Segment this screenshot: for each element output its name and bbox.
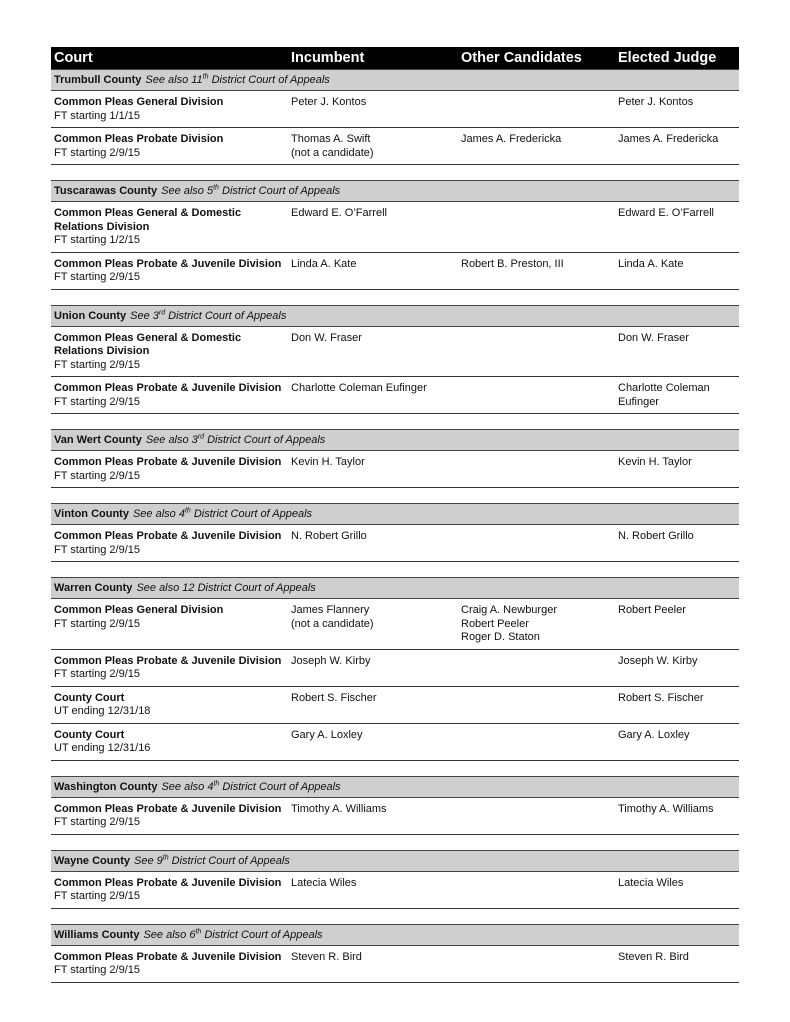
court-cell [54,207,241,248]
court-cell [54,951,281,978]
section-gap [51,414,739,429]
court-cell [54,456,281,483]
table-header [51,47,739,69]
incumbent-cell [291,530,367,544]
table-row [51,451,739,488]
court-name: Common Pleas Probate & Juvenile Division [54,382,282,394]
elections-table [51,47,739,983]
header-incumbent: Incumbent [291,50,365,66]
incumbent-name: Joseph W. Kirby [291,654,371,667]
court-cell [54,530,281,557]
ordinal-suffix: th [202,73,209,81]
elected-judge-cell [618,456,692,470]
court-term: UT ending 12/31/18 [54,705,151,717]
section-gap [51,562,739,577]
county-name: Wayne County [54,854,130,867]
table-row [51,946,739,983]
county-header-text [54,582,316,594]
table-row [51,91,739,128]
header-other-candidates: Other Candidates [461,50,582,66]
elected-name: Timothy A. Williams [618,802,714,815]
section-gap [51,165,739,180]
court-cell [54,803,281,830]
court-cell [54,729,150,756]
elected-judge-cell [618,332,689,346]
court-name: Common Pleas Probate & Juvenile Division [54,802,282,815]
incumbent-cell [291,258,356,272]
candidate-name: Roger D. Staton [461,631,540,643]
county-name: Tuscarawas County [54,185,158,197]
court-name: Common Pleas General & Domestic [54,331,242,344]
other-candidates-cell [461,258,564,272]
court-cell [54,877,281,904]
county-appeals-note: See 3rd District Court of Appeals [130,308,287,322]
incumbent-name: Latecia Wiles [291,876,357,889]
county-header-text [54,781,341,793]
court-term: FT starting 2/9/15 [54,146,141,159]
county-appeals-note: See also 3rd District Court of Appeals [145,433,326,446]
court-cell [54,133,223,160]
court-cell [54,96,223,123]
court-term: FT starting 2/9/15 [54,395,141,408]
county-header [51,429,739,451]
county-header [51,180,739,202]
elected-name: Robert Peeler [618,604,686,616]
incumbent-name: Steven R. Bird [291,950,362,963]
section-gap [51,290,739,305]
incumbent-name: Robert S. Fischer [291,691,377,704]
table-row [51,327,739,378]
table-row [51,687,739,724]
elected-name: Latecia Wiles [618,876,684,889]
incumbent-name: Charlotte Coleman Eufinger [291,382,427,394]
table-row [51,798,739,835]
elected-judge-cell [618,692,704,706]
court-name: Common Pleas Probate & Juvenile Division [54,456,282,468]
section-gap [51,761,739,776]
header-elected-judge: Elected Judge [618,50,717,66]
table-row [51,872,739,909]
candidate-name: Robert B. Preston, III [461,257,564,270]
court-name: Common Pleas Probate & Juvenile Division [54,876,282,889]
table-body [51,69,739,983]
incumbent-cell [291,133,374,160]
court-name: Common Pleas Probate & Juvenile Division [54,257,282,270]
other-candidates-cell [461,133,561,147]
court-term: UT ending 12/31/16 [54,742,151,754]
incumbent-cell [291,96,366,110]
incumbent-name: (not a candidate) [291,617,374,630]
incumbent-name: Don W. Fraser [291,331,362,344]
county-header [51,305,739,327]
court-term: FT starting 2/9/15 [54,271,141,283]
county-header [51,69,739,91]
county-header-text [54,929,323,941]
incumbent-cell [291,729,363,743]
table-row [51,377,739,414]
table-row [51,724,739,761]
incumbent-cell [291,951,362,965]
elected-judge-cell [618,877,683,891]
county-header-text [54,434,325,446]
elected-name: Don W. Fraser [618,331,689,344]
county-header-text [54,74,330,86]
elected-judge-cell [618,207,714,221]
table-row [51,599,739,650]
elected-judge-cell [618,729,690,743]
elected-judge-cell [618,655,697,669]
county-name: Union County [54,309,127,322]
county-name: Trumbull County [54,74,142,86]
candidate-name: Craig A. Newburger [461,604,557,616]
county-header-text [54,855,290,867]
court-cell [54,258,281,285]
court-name: Common Pleas Probate Division [54,133,224,145]
court-name: Common Pleas Probate & Juvenile Division [54,654,282,667]
section-gap [51,835,739,850]
elected-name: Robert S. Fischer [618,691,704,704]
elected-name: Charlotte Coleman [618,382,710,394]
incumbent-cell [291,382,427,396]
court-name: Common Pleas Probate & Juvenile Division [54,530,282,542]
court-term: FT starting 2/9/15 [54,816,141,828]
candidate-name: Robert Peeler [461,617,529,630]
county-appeals-note: See 9th District Court of Appeals [134,853,290,867]
incumbent-name: Peter J. Kontos [291,96,367,108]
county-header [51,577,739,599]
county-header [51,503,739,525]
table-row [51,202,739,253]
incumbent-name: Timothy A. Williams [291,802,387,815]
court-cell [54,604,223,631]
elected-judge-cell [618,604,686,618]
incumbent-name: Thomas A. Swift [291,133,371,145]
court-term: FT starting 2/9/15 [54,358,141,371]
incumbent-cell [291,877,356,891]
candidate-name: James A. Fredericka [461,133,562,145]
elected-judge-cell [618,382,710,409]
incumbent-cell [291,655,370,669]
county-header [51,776,739,798]
court-term: FT starting 2/9/15 [54,469,141,482]
elected-name: N. Robert Grillo [618,530,694,542]
court-cell [54,382,281,409]
county-name: Williams County [54,928,140,941]
elected-judge-cell [618,803,714,817]
court-cell [54,692,150,719]
elected-name: James A. Fredericka [618,133,719,145]
incumbent-cell [291,207,387,221]
court-name: Common Pleas Probate & Juvenile Division [54,950,282,963]
court-name: Relations Division [54,345,150,357]
elected-name: Kevin H. Taylor [618,456,692,468]
incumbent-name: (not a candidate) [291,146,374,159]
court-name: Common Pleas General Division [54,96,224,108]
table-row [51,525,739,562]
county-appeals-note: See also 12 District Court of Appeals [136,582,316,594]
table-row [51,650,739,687]
ordinal-suffix: th [213,184,219,192]
incumbent-cell [291,692,377,706]
court-term: FT starting 2/9/15 [54,617,141,630]
elected-judge-cell [618,96,693,110]
incumbent-name: Kevin H. Taylor [291,456,365,468]
ordinal-suffix: th [195,927,202,935]
court-term: FT starting 2/9/15 [54,668,141,680]
court-term: FT starting 2/9/15 [54,890,141,902]
county-name: Van Wert County [54,434,142,446]
elected-judge-cell [618,530,694,544]
table-row [51,128,739,165]
court-name: Relations Division [54,220,150,233]
incumbent-name: Linda A. Kate [291,257,357,270]
ordinal-suffix: th [162,853,169,861]
other-candidates-cell [461,604,557,645]
ordinal-suffix: rd [158,308,166,316]
elected-judge-cell [618,258,683,272]
court-term: FT starting 1/2/15 [54,234,141,246]
county-name: Washington County [54,780,158,793]
elected-name: Edward E. O’Farrell [618,207,714,219]
incumbent-name: Gary A. Loxley [291,728,363,741]
header-court: Court [54,50,93,66]
elected-name: Gary A. Loxley [618,728,690,741]
elected-name: Peter J. Kontos [618,96,694,108]
court-term: FT starting 2/9/15 [54,964,141,976]
elected-name: Linda A. Kate [618,257,684,270]
incumbent-cell [291,456,365,470]
county-header-text [54,310,286,322]
court-cell [54,332,241,373]
incumbent-cell [291,332,362,346]
county-appeals-note: See also 11th District Court of Appeals [145,73,330,86]
elected-judge-cell [618,133,718,147]
elected-name: Eufinger [618,395,659,408]
elected-name: Steven R. Bird [618,950,689,963]
incumbent-name: James Flannery [291,604,370,616]
elected-name: Joseph W. Kirby [618,654,698,667]
court-name: County Court [54,728,125,741]
county-header [51,850,739,872]
county-header-text [54,185,340,197]
ordinal-suffix: th [213,779,220,787]
incumbent-name: Edward E. O’Farrell [291,207,387,219]
court-cell [54,655,281,682]
county-appeals-note: See also 4th District Court of Appeals [132,507,313,520]
county-name: Warren County [54,582,133,594]
section-gap [51,909,739,924]
incumbent-cell [291,604,374,631]
section-gap [51,488,739,503]
county-appeals-note: See also 5th District Court of Appeals [161,184,341,197]
table-row [51,253,739,290]
court-name: County Court [54,691,125,704]
court-name: Common Pleas General Division [54,604,224,616]
ordinal-suffix: th [184,507,191,515]
county-appeals-note: See also 6th District Court of Appeals [143,927,323,941]
incumbent-name: N. Robert Grillo [291,530,367,542]
court-name: Common Pleas General & Domestic [54,207,242,219]
elected-judge-cell [618,951,689,965]
court-term: FT starting 1/1/15 [54,109,141,122]
court-term: FT starting 2/9/15 [54,543,141,556]
ordinal-suffix: rd [197,433,205,441]
incumbent-cell [291,803,387,817]
county-header-text [54,508,312,520]
county-name: Vinton County [54,508,129,520]
county-appeals-note: See also 4th District Court of Appeals [161,779,341,793]
county-header [51,924,739,946]
